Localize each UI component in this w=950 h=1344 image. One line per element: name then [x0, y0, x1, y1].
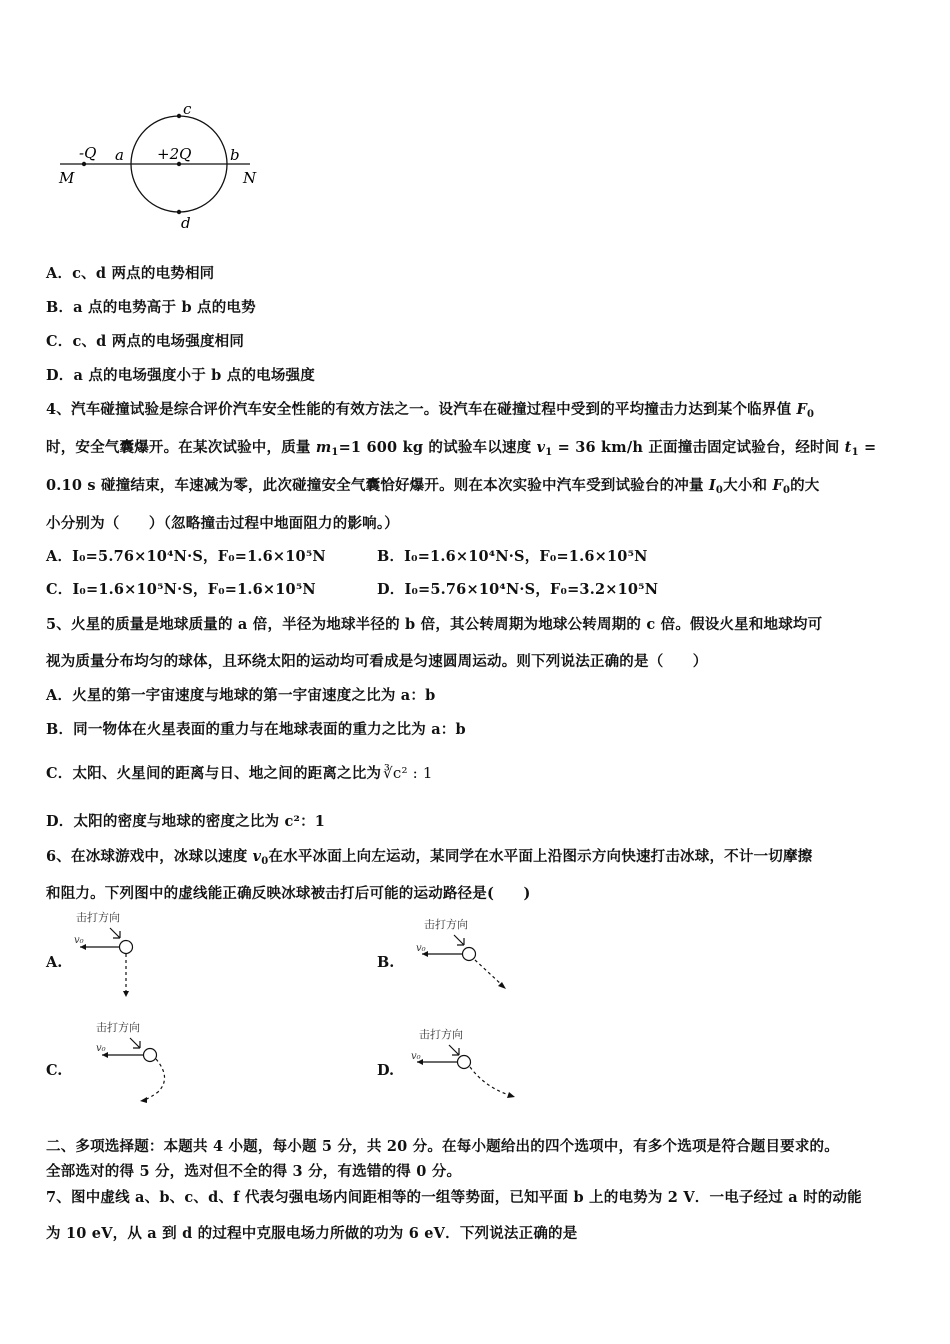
q6-line-1: 6、在冰球游戏中，冰球以速度 $v_0$在水平冰面上向左运动，某同学在水平面上沿图示方向快速打击冰球，不计一切摩擦 [46, 848, 813, 867]
q5-option-a: A．火星的第一宇宙速度与地球的第一宇宙速度之比为 a：b [46, 687, 436, 704]
puck [463, 948, 476, 961]
path-arrowhead [123, 991, 129, 997]
path-dashed [475, 960, 502, 985]
q3-option-d: D．a 点的电场强度小于 b 点的电场强度 [46, 367, 315, 384]
q6-option-a-label: A. [46, 954, 63, 971]
v0-label: v₀ [74, 935, 84, 946]
q6-option-b-label: B. [377, 954, 395, 971]
hit-arrow-icon [449, 1045, 459, 1055]
path-arrowhead [498, 982, 506, 989]
label-c: c [183, 100, 192, 118]
q3-option-a: A．c、d 两点的电势相同 [46, 265, 215, 282]
label-N: N [243, 169, 257, 187]
q4-line-2: 时，安全气囊爆开。在某次试验中，质量 $m_1=1$ 600 kg 的试验车以速度 $v_1 = 36$ km/h 正面撞击固定试验台，经时间 $t_1$ = [46, 439, 877, 458]
path-arrowhead [140, 1097, 147, 1103]
q4-line-4: 小分别为（ ）（忽略撞击过程中地面阻力的影响。） [46, 515, 399, 532]
q4-option-c: C．I₀=1.6×10⁵N·S，F₀=1.6×10⁵N [46, 581, 316, 598]
hit-direction-label: 击打方向 [424, 918, 468, 931]
q5-option-c: C．太阳、火星间的距离与日、地之间的距离之比为 ∛c² : 1 [46, 764, 433, 782]
q4-option-d: D．I₀=5.76×10⁴N·S，F₀=3.2×10⁵N [377, 581, 659, 598]
label-posQ: +2Q [157, 145, 192, 163]
cube-root-formula: ∛c² : 1 [383, 764, 433, 782]
section2-line-2: 全部选对的得 5 分，选对但不全的得 3 分，有选错的得 0 分。 [46, 1163, 462, 1180]
hit-direction-label: 击打方向 [96, 1021, 140, 1034]
v0-label: v₀ [96, 1043, 106, 1054]
puck [458, 1056, 471, 1069]
path-dashed [144, 1059, 165, 1100]
label-b: b [230, 146, 240, 164]
path-dashed [470, 1067, 509, 1095]
hit-arrow-icon [110, 928, 120, 938]
q7-line-1: 7、图中虚线 a、b、c、d、f 代表匀强电场内间距相等的一组等势面，已知平面 b 上的电势为 2 V．一电子经过 a 时的动能 [46, 1189, 862, 1206]
q4-line-1: 4、汽车碰撞试验是综合评价汽车安全性能的有效方法之一。设汽车在碰撞过程中受到的平均撞击力达到某个临界值 $F_0$ [46, 401, 815, 420]
q6-option-c-label: C. [46, 1062, 63, 1079]
q4-option-a: A．I₀=5.76×10⁴N·S，F₀=1.6×10⁵N [46, 548, 326, 565]
hit-arrow-icon [454, 935, 464, 945]
v0-label: v₀ [416, 943, 426, 954]
q6-line-2: 和阻力。下列图中的虚线能正确反映冰球被击打后可能的运动路径是( ) [46, 885, 531, 902]
q5-line-1: 5、火星的质量是地球质量的 a 倍，半径为地球半径的 b 倍，其公转周期为地球公转周期的 c 倍。假设火星和地球均可 [46, 616, 823, 633]
q5-option-d: D．太阳的密度与地球的密度之比为 c²：1 [46, 813, 326, 830]
label-negQ: -Q [79, 144, 97, 162]
q5-option-b: B．同一物体在火星表面的重力与在地球表面的重力之比为 a：b [46, 721, 466, 738]
hit-direction-label: 击打方向 [76, 911, 120, 924]
puck [144, 1049, 157, 1062]
q5-line-2: 视为质量分布均匀的球体，且环绕太阳的运动均可看成是匀速圆周运动。则下列说法正确的是（ ） [46, 653, 708, 670]
point-negQ [82, 162, 86, 166]
q4-option-b: B．I₀=1.6×10⁴N·S，F₀=1.6×10⁵N [377, 548, 648, 565]
charge-circle-figure [55, 100, 285, 230]
path-arrowhead [507, 1092, 515, 1098]
puck-diagram-a [70, 908, 190, 1008]
puck-diagram-b [410, 915, 540, 1015]
hit-arrow-icon [130, 1038, 140, 1048]
point-c [177, 114, 181, 118]
v0-label: v₀ [411, 1051, 421, 1062]
q7-line-2: 为 10 eV，从 a 到 d 的过程中克服电场力所做的功为 6 eV．下列说法正确的是 [46, 1225, 578, 1242]
q3-option-b: B．a 点的电势高于 b 点的电势 [46, 299, 256, 316]
q6-option-d-label: D. [377, 1062, 395, 1079]
label-a: a [115, 146, 124, 164]
q4-line-3: 0.10 s 碰撞结束，车速减为零，此次碰撞安全气囊恰好爆开。则在本次实验中汽车受到试验台的冲量 $I_0$大小和 $F_0$的大 [46, 477, 820, 496]
label-M: M [59, 169, 75, 187]
label-d: d [181, 214, 191, 232]
puck [120, 941, 133, 954]
section2-line-1: 二、多项选择题：本题共 4 小题，每小题 5 分，共 20 分。在每小题给出的四个选项中，有多个选项是符合题目要求的。 [46, 1138, 839, 1155]
hit-direction-label: 击打方向 [419, 1028, 463, 1041]
puck-diagram-d [405, 1025, 535, 1135]
q3-option-c: C．c、d 两点的电场强度相同 [46, 333, 245, 350]
puck-diagram-c [90, 1018, 220, 1128]
